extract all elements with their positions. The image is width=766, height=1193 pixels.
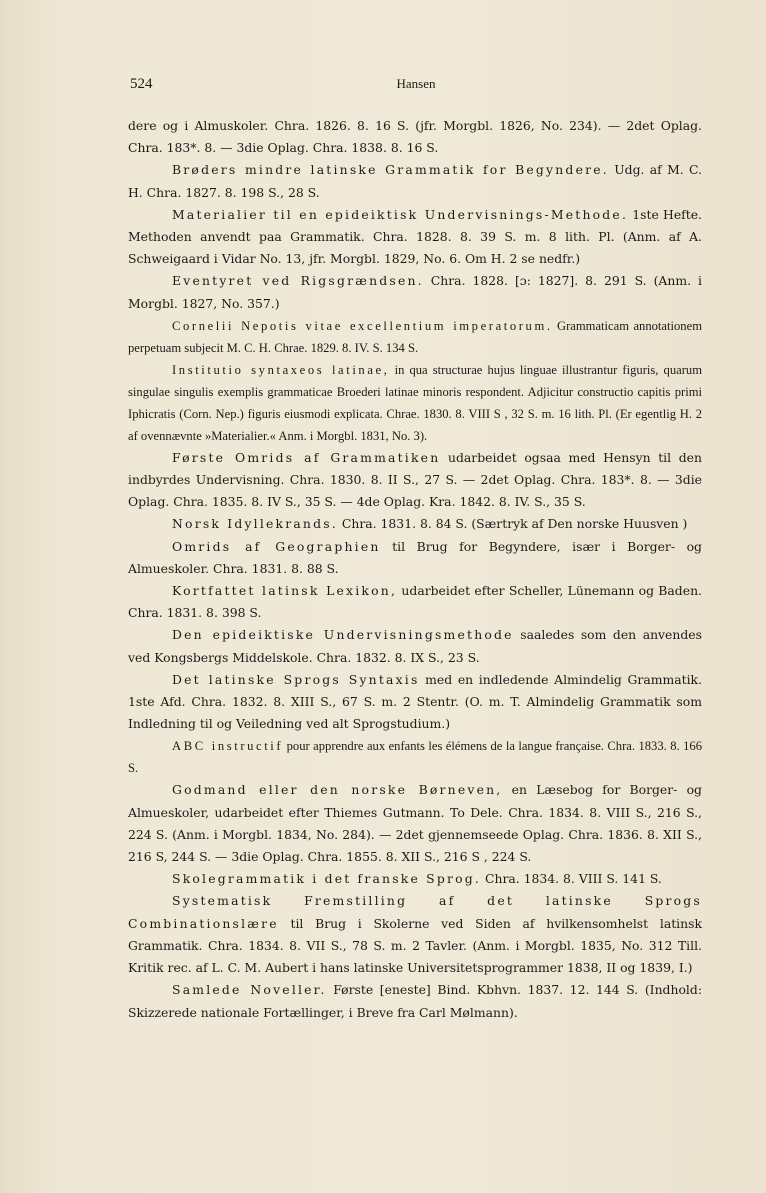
bibliography-entry <box>128 735 702 779</box>
bibliography-entry <box>128 204 702 271</box>
bibliography-entry <box>128 624 702 668</box>
bibliography-entry <box>128 580 702 624</box>
entry-title: Materialier til en epideiktisk Undervisnings-Methode. <box>172 206 629 222</box>
entry-title: Skolegrammatik i det franske Sprog. <box>172 871 482 887</box>
entry-title: Eventyret ved Rigsgrændsen. <box>172 273 424 289</box>
bibliography-entry <box>128 315 702 359</box>
page-header <box>130 76 702 98</box>
running-title: Hansen <box>396 76 436 91</box>
entry-text: udarbeidet ogsaa med Hensyn til den indbyrdes Undervisning. Chra. 1830. 8. II S., 27 S. — 2det Oplag. Chra. 183*. 8. — 3die Oplag. Chra. 1835. 8. IV S., 35 S. — 4de Oplag. Kra. 1842. 8. IV. S., 35 S. <box>128 449 702 510</box>
entry-title: Brøders mindre latinske Grammatik for Begyndere. <box>172 162 609 178</box>
entry-text: 1ste Hefte. Methoden anvendt paa Grammatik. Chra. 1828. 8. 39 S. m. 8 lith. Pl. (Anm. af A. Schweigaard i Vidar No. 13, jfr. Morgbl. 1829, No. 6. Om H. 2 se nedfr.) <box>128 206 702 267</box>
entry-title: Den epideiktiske Undervisningsmethode <box>172 627 514 643</box>
page-number: 524 <box>130 76 153 92</box>
entry-text: Første [eneste] Bind. Kbhvn. 1837. 12. 144 S. (Indhold: Skizzerede nationale Fortællinger, i Breve fra Carl Mølmann). <box>128 982 702 1020</box>
bibliography-entry <box>128 270 702 314</box>
entry-title: Systematisk Fremstilling af det latinske Sprogs Combinationslære <box>128 893 702 931</box>
bibliography-entry <box>128 868 702 890</box>
entry-text: med en indledende Almindelig Grammatik. 1ste Afd. Chra. 1832. 8. XIII S., 67 S. m. 2 Stentr. (O. m. T. Almindelig Grammatik som Indledning til og Veiledning ved alt Sprogstudium.) <box>128 671 702 732</box>
entry-title: Institutio syntaxeos latinae, <box>172 362 390 377</box>
bibliography-entry <box>128 890 702 979</box>
entry-text: til Brug for Begyndere, især i Borger- og Almueskoler. Chra. 1831. 8. 88 S. <box>128 538 702 576</box>
entry-text: Chra. 1834. 8. VIII S. 141 S. <box>481 871 662 887</box>
bibliography-entry <box>128 779 702 868</box>
entry-text: saaledes som den anvendes ved Kongsbergs Middelskole. Chra. 1832. 8. IX S., 23 S. <box>128 627 702 665</box>
entry-text: Grammaticam annotationem perpetuam subjecit M. C. H. Chrae. 1829. 8. IV. S. 134 S. <box>128 318 702 355</box>
entry-title: ABC instructif <box>172 739 284 754</box>
entry-title: Kortfattet latinsk Lexikon, <box>172 583 398 599</box>
bibliography-entry <box>128 447 702 514</box>
entry-title: Cornelii Nepotis vitae excellentium imperatorum. <box>172 318 553 333</box>
entry-title: Omrids af Geographien <box>172 538 381 554</box>
entry-text: til Brug i Skolerne ved Siden af hvilkensomhelst latinsk Grammatik. Chra. 1834. 8. VII S., 78 S. m. 2 Tavler. (Anm. i Morgbl. 1835, No. 312 Till. Kritik rec. af L. C. M. Aubert i hans latinske Universitetsprogrammer 1838, II og 1839, I.) <box>128 915 702 976</box>
bibliography-entry <box>128 115 702 159</box>
entry-text: en Læsebog for Borger- og Almueskoler, udarbeidet efter Thiemes Gutmann. To Dele. Chra. 1834. 8. VIII S., 216 S., 224 S. (Anm. i Morgbl. 1834, No. 284). — 2det gjennemseede Oplag. Chra. 1836. 8. XII S., 216 S, 244 S. — 3die Oplag. Chra. 1855. 8. XII S., 216 S , 224 S. <box>128 782 702 865</box>
entry-title: Godmand eller den norske Børneven, <box>172 782 503 798</box>
entry-text: in qua structurae hujus linguae illustrantur figuris, quarum singulae singulis exemplis grammaticae Broederi latinae minoris respondent. Adjicitur constructio capitis primi Iphicratis (Corn. Nep.) figuris eiusmodi explicata. Chrae. 1830. 8. VIII S , 32 S. m. 16 lith. Pl. (Er egentlig H. 2 af ovennævnte »Materialier.« Anm. i Morgbl. 1831, No. 3). <box>128 362 703 443</box>
entry-title: Første Omrids af Grammatiken <box>172 449 441 465</box>
entry-text: udarbeidet efter Scheller, Lünemann og Baden. Chra. 1831. 8. 398 S. <box>128 583 702 621</box>
entry-text: Udg. af M. C. H. Chra. 1827. 8. 198 S., 28 S. <box>128 162 702 200</box>
entry-text: Chra. 1831. 8. 84 S. (Særtryk af Den norske Huusven ) <box>337 516 688 532</box>
bibliography-entry <box>128 536 702 580</box>
entry-title: Det latinske Sprogs Syntaxis <box>172 671 420 687</box>
entry-text: pour apprendre aux enfants les élémens de la langue française. Chra. 1833. 8. 166 S. <box>128 739 702 776</box>
entry-text: dere og i Almuskoler. Chra. 1826. 8. 16 S. (jfr. Morgbl. 1826, No. 234). — 2det Oplag. Chra. 183*. 8. — 3die Oplag. Chra. 1838. 8. 16 S. <box>128 118 702 156</box>
bibliography-entry <box>128 979 702 1023</box>
entry-title: Norsk Idyllekrands. <box>172 516 338 532</box>
bibliography-entry <box>128 513 702 535</box>
bibliography-entry <box>128 669 702 736</box>
bibliography-entry <box>128 159 702 203</box>
bibliography-entry <box>128 359 702 447</box>
bibliography-list <box>128 115 702 1024</box>
entry-text: Chra. 1828. [ɔ: 1827]. 8. 291 S. (Anm. i Morgbl. 1827, No. 357.) <box>128 273 702 311</box>
entry-title: Samlede Noveller. <box>172 982 327 998</box>
